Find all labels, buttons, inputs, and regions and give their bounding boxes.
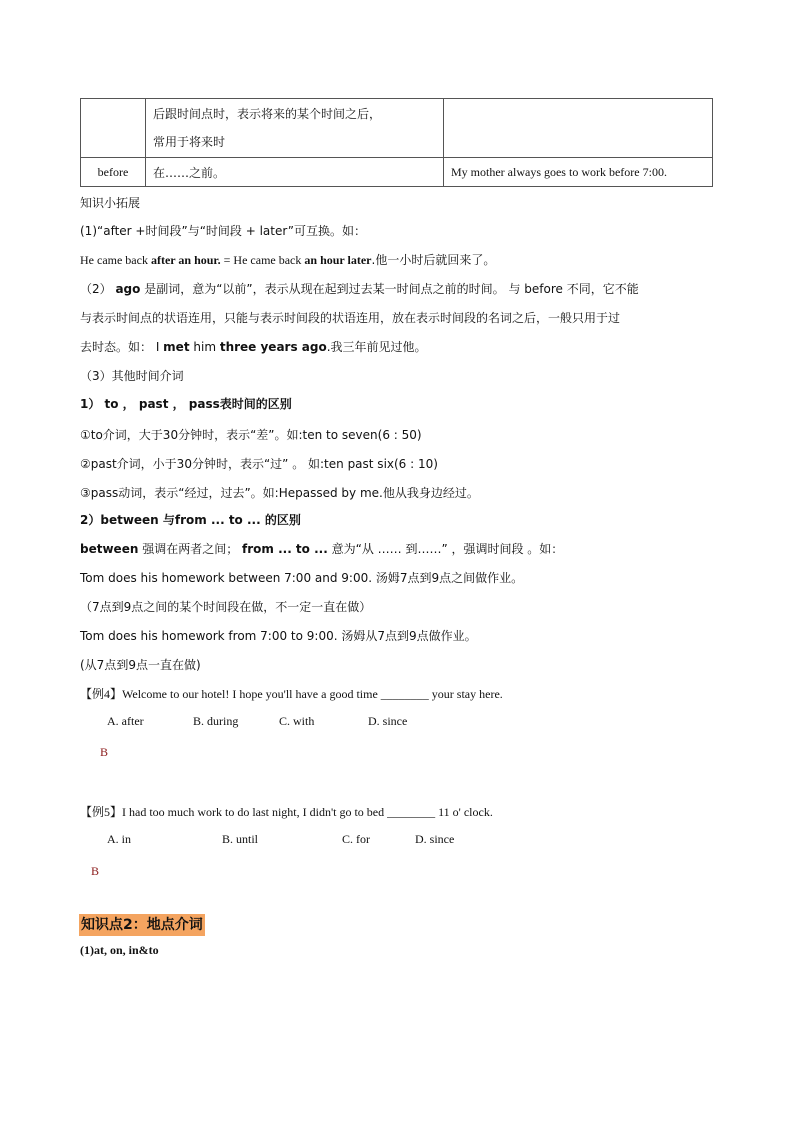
option-a: A. after [107, 714, 144, 728]
paragraph: He came back after an hour. = He came back an hour later.他一小时后就回来了。 [80, 253, 496, 267]
paragraph: （7点到9点之间的某个时间段在做，不一定一直在做） [80, 600, 372, 614]
paragraph: 与表示时间点的状语连用，只能与表示时间段的状语连用，放在表示时间段的名词之后，一般只用于过 [80, 311, 621, 325]
paragraph: （2） ago 是副词，意为“以前”，表示从现在起到过去某一时间点之前的时间。 与 before 不同，它不能 [80, 282, 639, 296]
table-row [81, 99, 713, 158]
option-a: A. in [107, 832, 131, 846]
table-cell-example [444, 99, 713, 158]
paragraph: (1)“after +时间段”与“时间段 + later”可互换。如： [80, 224, 367, 238]
paragraph: （3）其他时间介词 [80, 369, 184, 383]
paragraph: ②past介词，小于30分钟时，表示“过” 。 如:ten past six(6 : 10) [80, 457, 438, 471]
option-d: D. since [368, 714, 408, 728]
paragraph: between 强调在两者之间； from ... to ... 意为“从 …… 到……” ，强调时间段 。如： [80, 542, 564, 556]
paragraph: ①to介词，大于30分钟时，表示“差”。如:ten to seven(6 : 50) [80, 428, 422, 442]
example-question: 【例5】I had too much work to do last night, I didn't go to bed ________ 11 o' clock. [80, 805, 493, 819]
example-question: 【例4】Welcome to our hotel! I hope you'll have a good time ________ your stay here. [80, 687, 503, 701]
option-d: D. since [415, 832, 455, 846]
paragraph: 去时态。如： I met him three years ago.我三年前见过他。 [80, 340, 427, 354]
paragraph: ③pass动词，表示“经过，过去”。如:Hepassed by me.他从我身边经过。 [80, 486, 479, 500]
example-answer: B [100, 745, 109, 759]
meaning-line: 后跟时间点时，表示将来的某个时间之后， [153, 107, 382, 121]
table-cell-word: before [81, 158, 146, 187]
example-answer: B [91, 864, 100, 878]
option-b: B. during [193, 714, 239, 728]
table-cell-meaning [146, 99, 444, 158]
paragraph: 2）between 与from ... to ... 的区别 [80, 513, 301, 527]
option-b: B. until [222, 832, 259, 846]
paragraph: 1） to ， past ， pass表时间的区别 [80, 397, 292, 411]
option-c: C. with [279, 714, 315, 728]
paragraph: (从7点到9点一直在做) [80, 658, 201, 672]
option-c: C. for [342, 832, 370, 846]
sub-heading: (1)at, on, in&to [80, 943, 159, 957]
section-heading: 知识点2：地点介词 [79, 914, 205, 936]
paragraph: Tom does his homework from 7:00 to 9:00. 汤姆从7点到9点做作业。 [80, 629, 477, 643]
table-cell-example: My mother always goes to work before 7:00. [444, 158, 713, 187]
preposition-table [80, 98, 713, 187]
table-cell-meaning: 在……之前。 [146, 158, 444, 187]
table-row [81, 158, 713, 187]
meaning-line: 常用于将来时 [153, 135, 226, 149]
section-title: 知识小拓展 [80, 196, 141, 210]
table-cell-word [81, 99, 146, 158]
paragraph: Tom does his homework between 7:00 and 9:00. 汤姆7点到9点之间做作业。 [80, 571, 524, 585]
